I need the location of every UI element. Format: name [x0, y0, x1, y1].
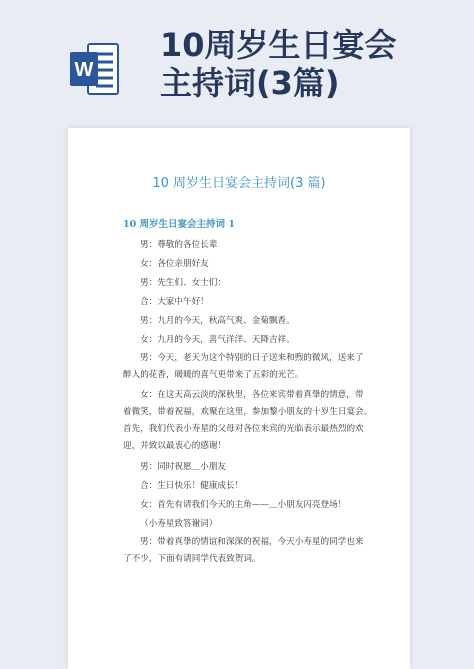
dialogue-line: 男：先生们、女士们： [140, 278, 226, 288]
dialogue-line: 合：大家中午好！ [140, 297, 209, 307]
document-body [123, 236, 373, 571]
document-page [68, 128, 410, 669]
paragraph-line: 了不少，下面有请同学代表致贺词。 [123, 554, 261, 564]
svg-text:W: W [74, 59, 94, 81]
paragraph [123, 387, 373, 455]
header-title [160, 26, 460, 102]
paragraph-line: 首先，我们代表小寿星的父母对各位来宾的光临表示最热烈的欢 [123, 424, 364, 434]
paragraph [123, 534, 373, 568]
dialogue-line: 女：各位亲朋好友 [140, 259, 209, 269]
paragraph-line: 醉人的花香，暖暖的喜气更带来了五彩的光芒。 [123, 370, 304, 380]
document-title: 10 周岁生日宴会主持词(3 篇) [152, 176, 326, 191]
dialogue-line: 女：首先有请我们今天的主角——＿小朋友闪亮登场！ [140, 500, 347, 510]
header-title-line-1: 10周岁生日宴会 [160, 26, 397, 64]
dialogue-line: 男：同时祝愿＿小朋友 [140, 462, 226, 472]
dialogue-line: 女：九月的今天，喜气洋洋、天降吉祥。 [140, 335, 295, 345]
dialogue-line: 合：生日快乐！健康成长！ [140, 481, 244, 491]
section-heading: 10 周岁生日宴会主持词 1 [123, 219, 235, 230]
paragraph-line: 着微笑，带着祝福，欢聚在这里，参加黎小朋友的十岁生日宴会。 [123, 407, 373, 417]
word-document-icon [68, 40, 122, 98]
header-title-line-2: 主持词(3篇) [160, 64, 340, 102]
stage-direction: （小寿星致答谢词） [140, 519, 218, 529]
dialogue-line: 男：九月的今天，秋高气爽、金菊飘香。 [140, 316, 295, 326]
paragraph-line: 女：在这天高云淡的深秋里，各位来宾带着真挚的情意，带 [140, 390, 364, 400]
paragraph-line: 迎，并致以最衷心的感谢！ [123, 441, 227, 451]
header [0, 0, 474, 120]
paragraph [123, 350, 373, 384]
dialogue-line: 男：尊敬的各位长辈 [140, 240, 218, 250]
paragraph-line: 男：带着真挚的情谊和深深的祝福，今天小寿星的同学也来 [140, 537, 364, 547]
paragraph-line: 男：今天，老天为这个特别的日子送来和煦的微风，送来了 [140, 353, 364, 363]
